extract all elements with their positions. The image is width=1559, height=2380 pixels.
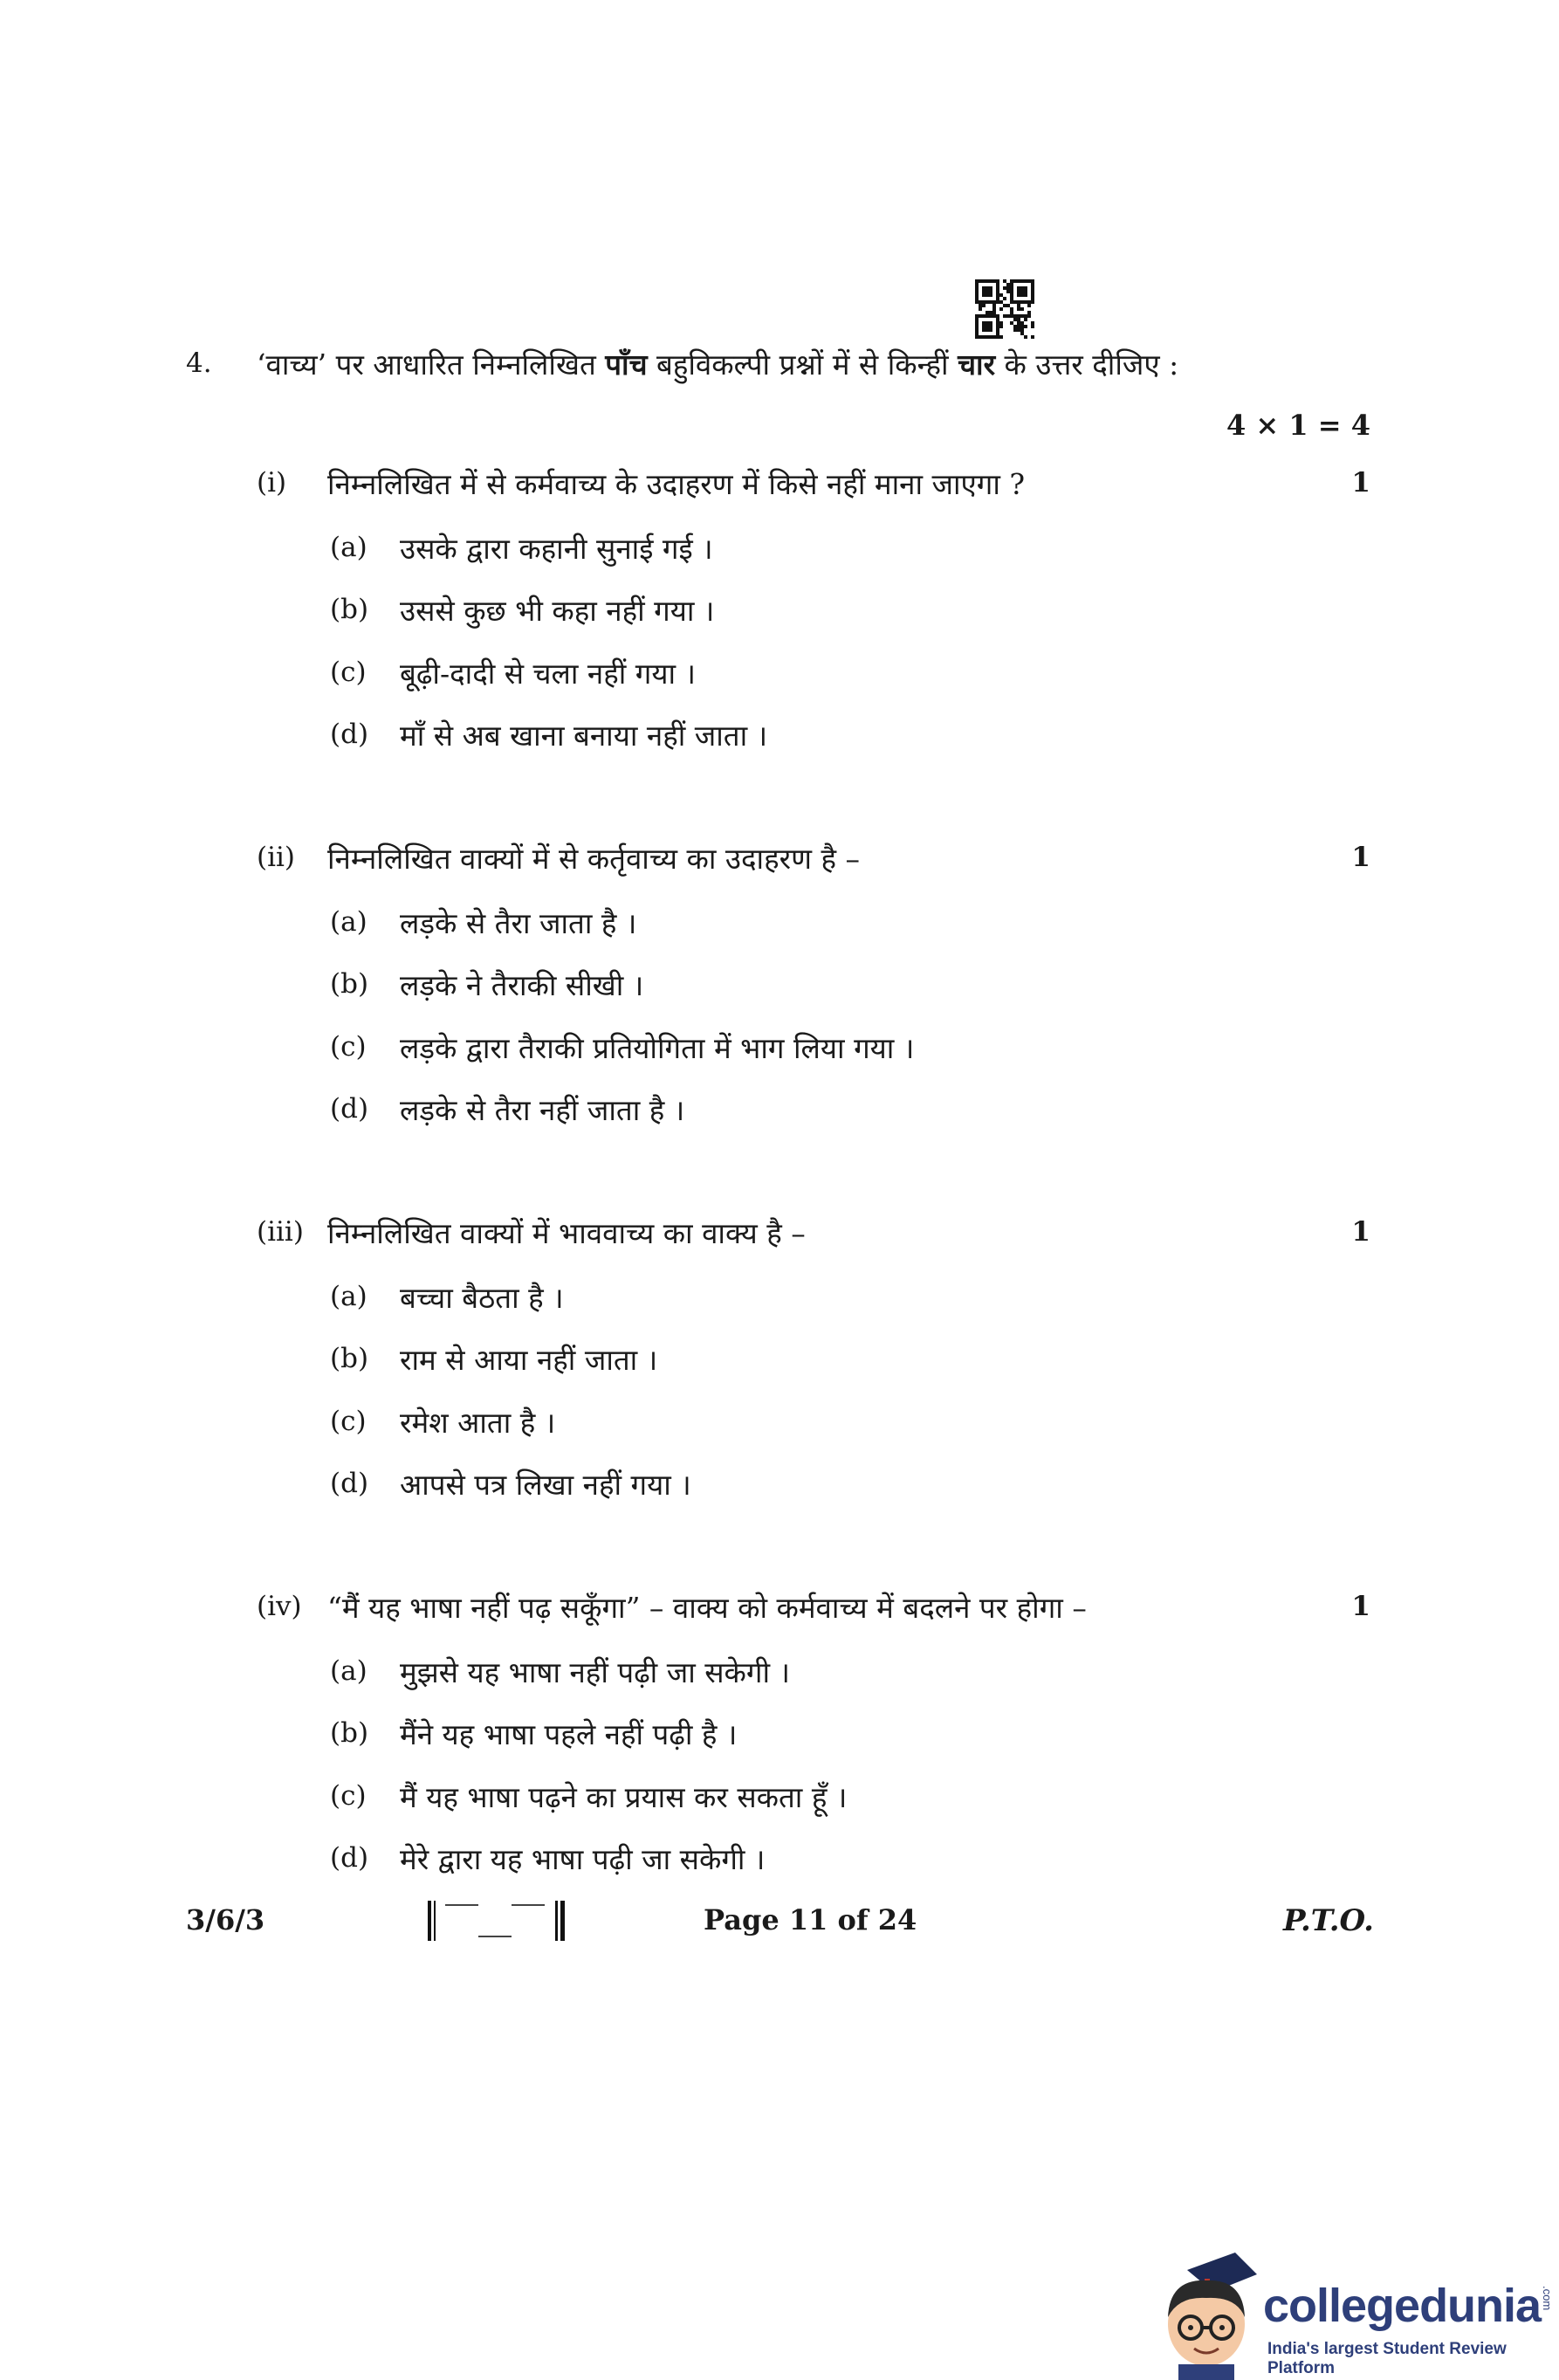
option-label: (b) (330, 594, 369, 625)
subquestion-marks: 1 (1351, 842, 1370, 873)
option-text: मुझसे यह भाषा नहीं पढ़ी जा सकेगी । (400, 1655, 791, 1689)
question-text-bold-four: चार (958, 347, 996, 382)
question-text-prefix: ‘वाच्य’ पर आधारित निम्नलिखित (257, 347, 606, 382)
option-label: (a) (330, 1281, 367, 1312)
question-text-mid: बहुविकल्पी प्रश्नों में से किन्हीं (647, 347, 958, 382)
option-d (330, 1839, 1290, 1891)
subquestion-number: (iii) (257, 1216, 304, 1248)
option-text: बूढ़ी-दादी से चला नहीं गया । (400, 657, 697, 691)
mascot-icon (1152, 2244, 1261, 2380)
subquestion-number: (ii) (257, 842, 296, 873)
subquestion-text: “मैं यह भाषा नहीं पढ़ सकूँगा” – वाक्य को कर्मवाच्य में बदलने पर होगा – (327, 1591, 1087, 1625)
option-text: उससे कुछ भी कहा नहीं गया । (400, 594, 715, 628)
subquestion-marks: 1 (1351, 467, 1370, 499)
option-text: मैं यह भाषा पढ़ने का प्रयास कर सकता हूँ । (400, 1780, 848, 1814)
option-label: (c) (330, 1031, 367, 1063)
option-label: (d) (330, 1842, 369, 1874)
option-b (330, 965, 1290, 1017)
option-text: मेरे द्वारा यह भाषा पढ़ी जा सकेगी । (400, 1842, 766, 1876)
option-b (330, 1339, 1290, 1392)
brand-tagline: India's largest Student Review Platform (1267, 2340, 1507, 2377)
subquestion-text: निम्नलिखित वाक्यों में से कर्तृवाच्य का उदाहरण है – (327, 842, 860, 876)
option-text: मैंने यह भाषा पहले नहीं पढ़ी है । (400, 1717, 738, 1751)
brand-name: collegedunia (1263, 2280, 1542, 2332)
barcode-icon (428, 1901, 567, 1941)
option-label: (c) (330, 1780, 367, 1812)
subquestion-number: (i) (257, 467, 287, 499)
option-text: लड़के ने तैराकी सीखी । (400, 968, 644, 1002)
option-label: (b) (330, 1343, 369, 1374)
option-label: (d) (330, 1468, 369, 1499)
option-text: उसके द्वारा कहानी सुनाई गई । (400, 532, 713, 566)
option-text: माँ से अब खाना बनाया नहीं जाता । (400, 719, 768, 753)
option-text: रमेश आता है । (400, 1406, 556, 1440)
option-label: (b) (330, 1717, 369, 1749)
subquestion-iv (0, 1591, 1559, 1923)
option-text: आपसे पत्र लिखा नहीं गया । (400, 1468, 691, 1502)
option-d (330, 715, 1290, 767)
question-text-bold-five: पाँच (605, 347, 648, 382)
option-label: (c) (330, 657, 367, 688)
brand-domain-suffix: .com (1541, 2286, 1554, 2311)
subquestion-marks: 1 (1351, 1216, 1370, 1248)
option-text: बच्चा बैठता है । (400, 1281, 564, 1315)
collegedunia-logo (1152, 2244, 1559, 2380)
subquestion-ii (0, 842, 1559, 1173)
option-c (330, 1777, 1290, 1829)
subquestion-i (0, 467, 1559, 799)
option-text: लड़के से तैरा नहीं जाता है । (400, 1093, 685, 1127)
option-c (330, 653, 1290, 705)
qr-code (975, 279, 1034, 339)
option-label: (a) (330, 1655, 367, 1687)
option-a (330, 903, 1290, 955)
option-c (330, 1402, 1290, 1455)
subquestion-marks: 1 (1351, 1591, 1370, 1622)
option-text: राम से आया नहीं जाता । (400, 1343, 658, 1377)
option-b (330, 590, 1290, 643)
option-text: लड़के से तैरा जाता है । (400, 906, 637, 940)
option-d (330, 1464, 1290, 1517)
pto-label: P.T.O. (1283, 1903, 1374, 1938)
subquestion-number: (iv) (257, 1591, 302, 1622)
page-number: Page 11 of 24 (704, 1903, 917, 1936)
option-label: (b) (330, 968, 369, 1000)
paper-code: 3/6/3 (186, 1903, 265, 1936)
option-label: (c) (330, 1406, 367, 1437)
option-label: (d) (330, 719, 369, 750)
option-c (330, 1028, 1290, 1080)
subquestion-text: निम्नलिखित में से कर्मवाच्य के उदाहरण में किसे नहीं माना जाएगा ? (327, 467, 1026, 501)
question-text (257, 344, 1178, 383)
option-text: लड़के द्वारा तैराकी प्रतियोगिता में भाग लिया गया । (400, 1031, 915, 1065)
option-b (330, 1714, 1290, 1766)
option-label: (a) (330, 532, 367, 563)
option-a (330, 1652, 1290, 1704)
option-d (330, 1090, 1290, 1142)
question-number: 4. (186, 347, 212, 379)
option-a (330, 1277, 1290, 1330)
question-marks: 4 × 1 = 4 (1226, 409, 1370, 442)
option-a (330, 528, 1290, 581)
subquestion-text: निम्नलिखित वाक्यों में भाववाच्य का वाक्य है – (327, 1216, 806, 1250)
subquestion-iii (0, 1216, 1559, 1548)
option-label: (a) (330, 906, 367, 938)
question-text-suffix: के उत्तर दीजिए : (995, 347, 1179, 382)
option-label: (d) (330, 1093, 369, 1125)
